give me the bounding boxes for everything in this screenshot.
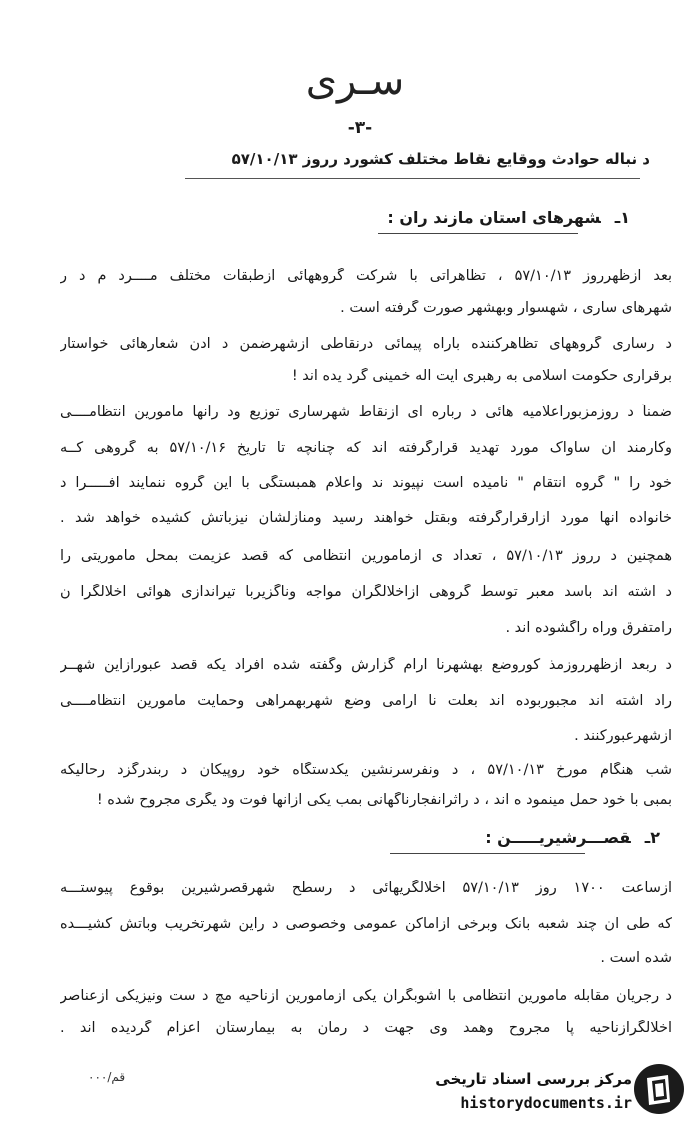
section-1-underline (378, 233, 578, 234)
body-line: راد اشته اند مجبوربوده اند بعلت نا آرامی وضع شهربهمراهی وحمایت مامورین انتظامــــی (60, 693, 672, 709)
body-line: همچنین د رروز ۵۷/۱۰/۱۳ ، تعداد ی ازمامورین انتظامی که قصد عزیمت بمحل ماموریتی را (60, 548, 672, 564)
footer-mark: قم/۰۰۰ (88, 1070, 126, 1084)
body-line: شده است . (600, 950, 672, 966)
body-line: ضمناً د روزمزبوراعلامیه هائی د رباره ای ازنقاط شهرساری توزیع ود رآنها مامورین انتظامــــی (60, 404, 672, 420)
body-line: وکارمند ان ساواک مورد تهدید قرارگرفته اند که چنانچه تا تاریخ ۵۷/۱۰/۱۶ به گروهی کــه (60, 440, 672, 456)
body-line: شب هنگام مورخ ۵۷/۱۰/۱۳ ، د ونفرسرنشین یکدستگاه خود روپیکان د ربندرگزد رحالیکه (60, 762, 672, 778)
page-number: -۳- (347, 118, 373, 138)
body-line: رامتفرق وراه راگشوده اند . (505, 620, 672, 636)
body-line: د اشته اند باسد معبر توسط گروهی ازاخلالگران مواجه وناگزیربا تیراندازی هوائی اخلالگرا ن (60, 584, 672, 600)
body-line: خانواده آنها مورد آزارقرارگرفته وبقتل خواهند رسید ومنازلشان نیزبآتش کشیده خواهد شد . (60, 510, 672, 526)
body-line: اخلالگرازناحیه پا مجروح وهمد وی جهت د رمان به بیمارستان اعزام گردیده اند . (60, 1020, 672, 1036)
body-line: د رساری گروههای تظاهرکننده باراه پیمائی درنقاطی ازشهرضمن د ادن شعارهائی خواستار (60, 336, 672, 352)
body-line: ازساعت ۱۷۰۰ روز ۵۷/۱۰/۱۳ اخلالگریهائی د رسطح شهرقصرشیرین بوقوع پیوستـــه (60, 880, 672, 896)
section-1-title (340, 208, 630, 227)
body-line: شهرهای ساری ، شهسوار وبهشهر صورت گرفته است . (340, 300, 672, 316)
secret-stamp: سـری (305, 58, 405, 104)
section-2-label: قصـــرشیریـــــن : (485, 828, 631, 847)
document-heading: د نباله حوادث ووقایع نقاط مختلف کشورد رروز ۵۷/۱۰/۱۳ (231, 150, 650, 168)
section-1-number: ۱ـ (614, 208, 630, 227)
section-2-underline (390, 853, 585, 854)
section-1-label: شهرهای استان مازند ران : (387, 208, 601, 227)
watermark-url[interactable]: historydocuments.ir (460, 1094, 632, 1112)
heading-underline (185, 178, 640, 179)
section-2-title (370, 828, 660, 847)
body-line: بعد ازظهرروز ۵۷/۱۰/۱۳ ، تظاهراتی با شرکت گروههائی ازطبقات مختلف مــــرد م د ر (60, 268, 672, 284)
body-line: که طی آن چند شعبه بانک وبرخی ازاماکن عمومی وخصوصی د راین شهرتخریب وبآتش کشیـــده (60, 916, 672, 932)
body-line: برقراری حکومت اسلامی به رهبری آیت اله خمینی گرد یده اند ! (291, 368, 672, 384)
section-2-number: ۲ـ (644, 828, 660, 847)
watermark-title: مرکز بررسی اسناد تاریخی (435, 1070, 632, 1088)
body-line: د ربعد ازظهرروزمذ کوروضع بهشهرنا آرام گزارش وگفته شده افراد یکه قصد عبورازاین شهــر (60, 657, 672, 673)
body-line: خود را " گروه انتقام " نامیده است نپیوند ند واعلام همبستگی با این گروه ننمایند افـــــرا د (60, 475, 672, 491)
body-line: بمبی با خود حمل مینمود ه اند ، د راثرانفجارناگهانی بمب یکی ازآنها فوت ود یگری مجروح شده ! (96, 792, 672, 808)
watermark-logo-icon (632, 1062, 686, 1116)
body-line: ازشهرعبورکنند . (574, 728, 672, 744)
body-line: د رجریان مقابله مامورین انتظامی با آشوبگران یکی ازمامورین ازناحیه مچ د ست ونیزیکی ازعناصر (60, 988, 672, 1004)
